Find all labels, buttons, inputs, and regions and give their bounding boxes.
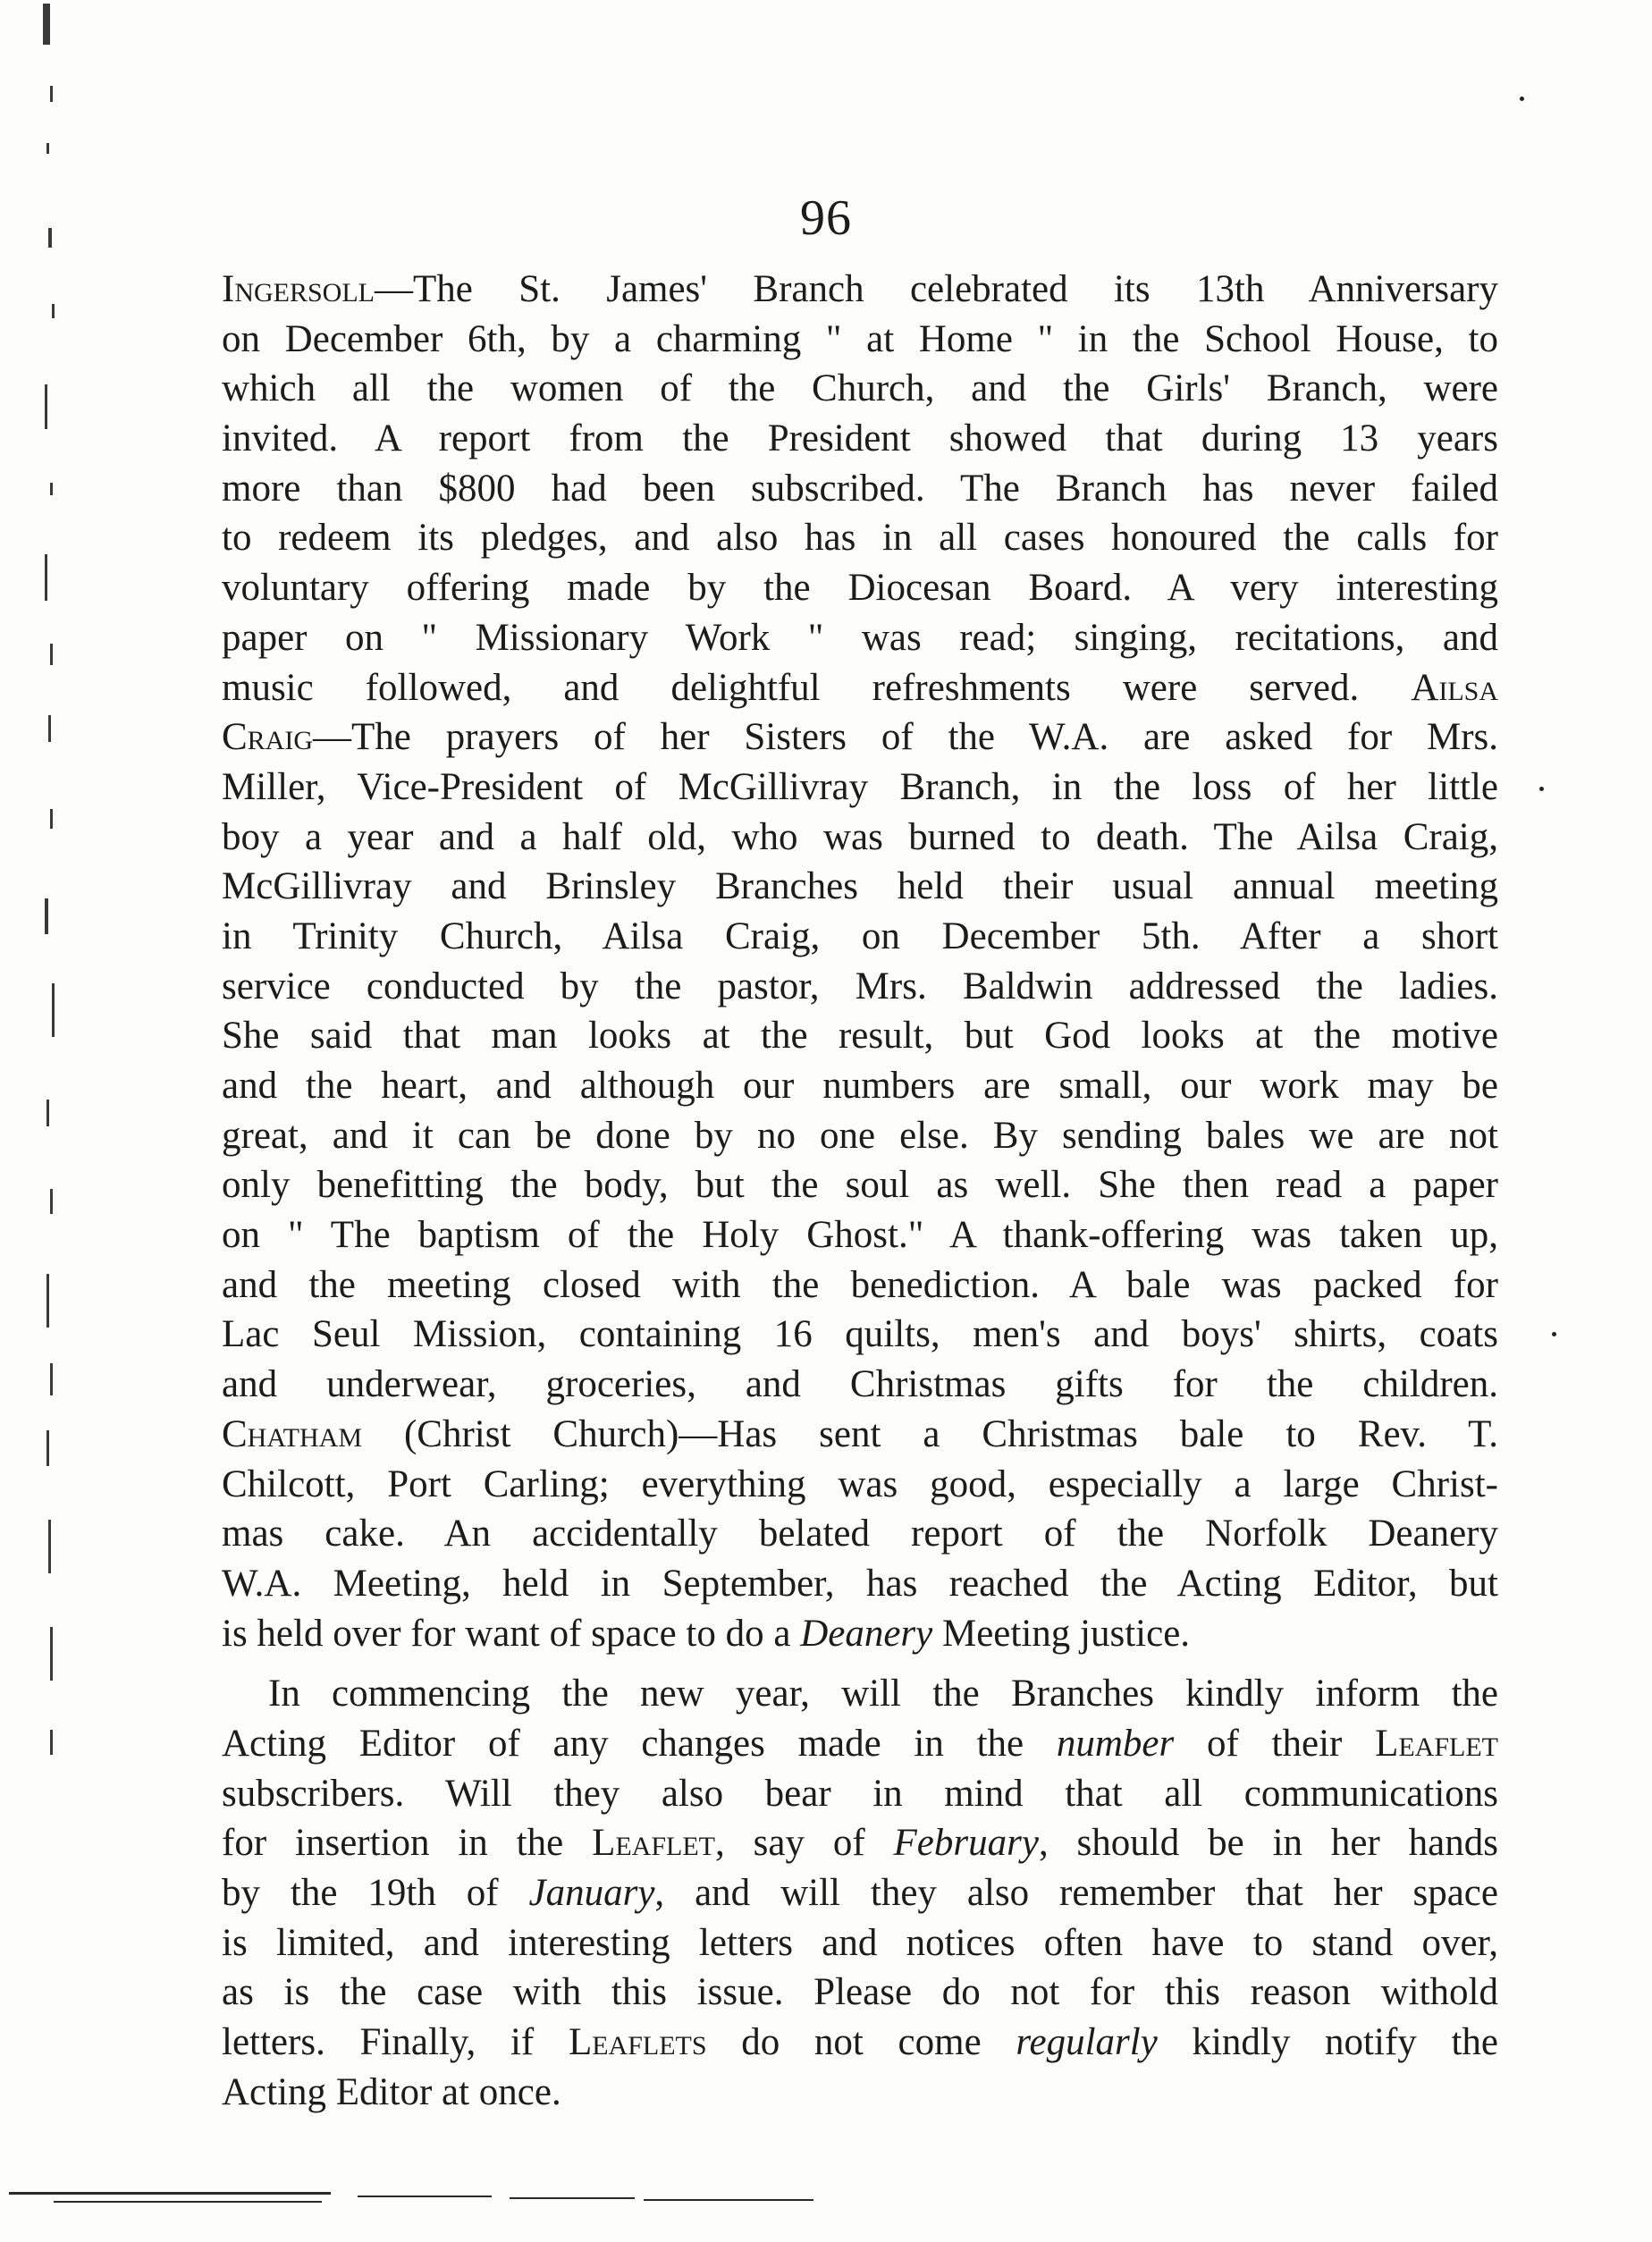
emphasis: number — [1056, 1722, 1175, 1765]
text-line: Acting Editor at once. — [222, 2070, 561, 2113]
text-line: service conducted by the pastor, Mrs. Baldwin addressed the ladies. — [222, 965, 1498, 1007]
text-line: in Trinity Church, Ailsa Craig, on December 5th. After a short — [222, 914, 1498, 957]
text-line: Chatham (Christ Church)—Has sent a Christmas bale to Rev. T. — [222, 1412, 1498, 1455]
branch-heading: Ingersoll — [222, 268, 375, 310]
text-line: more than $800 had been subscribed. The Branch has never failed — [222, 467, 1498, 510]
text-line: Craig—The prayers of her Sisters of the W.A. are asked for Mrs. — [222, 716, 1498, 759]
page-number: 96 — [800, 190, 852, 246]
text-line: W.A. Meeting, held in September, has reached the Acting Editor, but — [222, 1562, 1498, 1605]
text-line: great, and it can be done by no one else. By sending bales we are not — [222, 1114, 1498, 1157]
text-line: Chilcott, Port Carling; everything was good, especially a large Christ- — [222, 1462, 1498, 1505]
text-line: She said that man looks at the result, but God looks at the motive — [222, 1015, 1498, 1058]
text-line: on " The baptism of the Holy Ghost." A thank-offering was taken up, — [222, 1214, 1498, 1257]
text-line: letters. Finally, if Leaflets do not come regularly kindly notify the — [222, 2021, 1498, 2064]
text-line: and underwear, groceries, and Christmas gifts for the children. — [222, 1363, 1498, 1406]
scan-speck — [1539, 787, 1544, 791]
leaflet-name: Leaflet — [1375, 1722, 1498, 1765]
text-line: music followed, and delightful refreshments were served. Ailsa — [222, 666, 1498, 709]
text-line: is limited, and interesting letters and notices often have to stand over, — [222, 1921, 1498, 1964]
emphasis: regularly — [1016, 2021, 1158, 2064]
binding-edge-noise — [38, 0, 73, 1788]
text-line: McGillivray and Brinsley Branches held their usual annual meeting — [222, 865, 1498, 908]
emphasis: Deanery — [800, 1612, 933, 1655]
text-line: In commencing the new year, will the Branches kindly inform the — [268, 1673, 1498, 1715]
text-line: Lac Seul Mission, containing 16 quilts, men's and boys' shirts, coats — [222, 1313, 1498, 1356]
text-line: boy a year and a half old, who was burned to death. The Ailsa Craig, — [222, 815, 1498, 858]
branch-heading: Ailsa — [1411, 666, 1498, 709]
emphasis: January — [528, 1872, 655, 1914]
text-line: voluntary offering made by the Diocesan Board. A very interesting — [222, 567, 1498, 610]
text-line: Miller, Vice-President of McGillivray Branch, in the loss of her little — [222, 765, 1498, 808]
text-line: for insertion in the Leaflet, say of February, should be in her hands — [222, 1822, 1498, 1865]
text-line: and the heart, and although our numbers are small, our work may be — [222, 1065, 1498, 1107]
bottom-rule — [0, 2187, 822, 2213]
branch-heading: Craig — [222, 716, 314, 759]
text-line: Ingersoll—The St. James' Branch celebrated its 13th Anniversary — [222, 268, 1498, 310]
text-line: only benefitting the body, but the soul as well. She then read a paper — [222, 1164, 1498, 1207]
text-line: Acting Editor of any changes made in the number of their Leaflet — [222, 1722, 1498, 1765]
emphasis: February — [893, 1822, 1039, 1865]
text-line: on December 6th, by a charming " at Home " in the School House, to — [222, 317, 1498, 360]
scan-speck — [1520, 97, 1524, 101]
text-line: paper on " Missionary Work " was read; singing, recitations, and — [222, 616, 1498, 659]
scan-speck — [1552, 1332, 1556, 1336]
text-line: which all the women of the Church, and the Girls' Branch, were — [222, 367, 1498, 410]
text-line: to redeem its pledges, and also has in all cases honoured the calls for — [222, 517, 1498, 560]
article-text — [222, 265, 1498, 2117]
text-line: as is the case with this issue. Please do not for this reason withold — [222, 1971, 1498, 2014]
text-line: mas cake. An accidentally belated report of the Norfolk Deanery — [222, 1513, 1498, 1555]
text-line: and the meeting closed with the benediction. A bale was packed for — [222, 1263, 1498, 1306]
text-line: by the 19th of January, and will they also remember that her space — [222, 1872, 1498, 1914]
branch-heading: Chatham — [222, 1412, 363, 1455]
leaflet-name: Leaflet — [592, 1822, 716, 1865]
leaflet-name: Leaflets — [568, 2021, 707, 2064]
text-line: subscribers. Will they also bear in mind that all communications — [222, 1772, 1498, 1815]
text-line: invited. A report from the President showed that during 13 years — [222, 417, 1498, 460]
text-line: is held over for want of space to do a Deanery Meeting justice. — [222, 1612, 1191, 1655]
